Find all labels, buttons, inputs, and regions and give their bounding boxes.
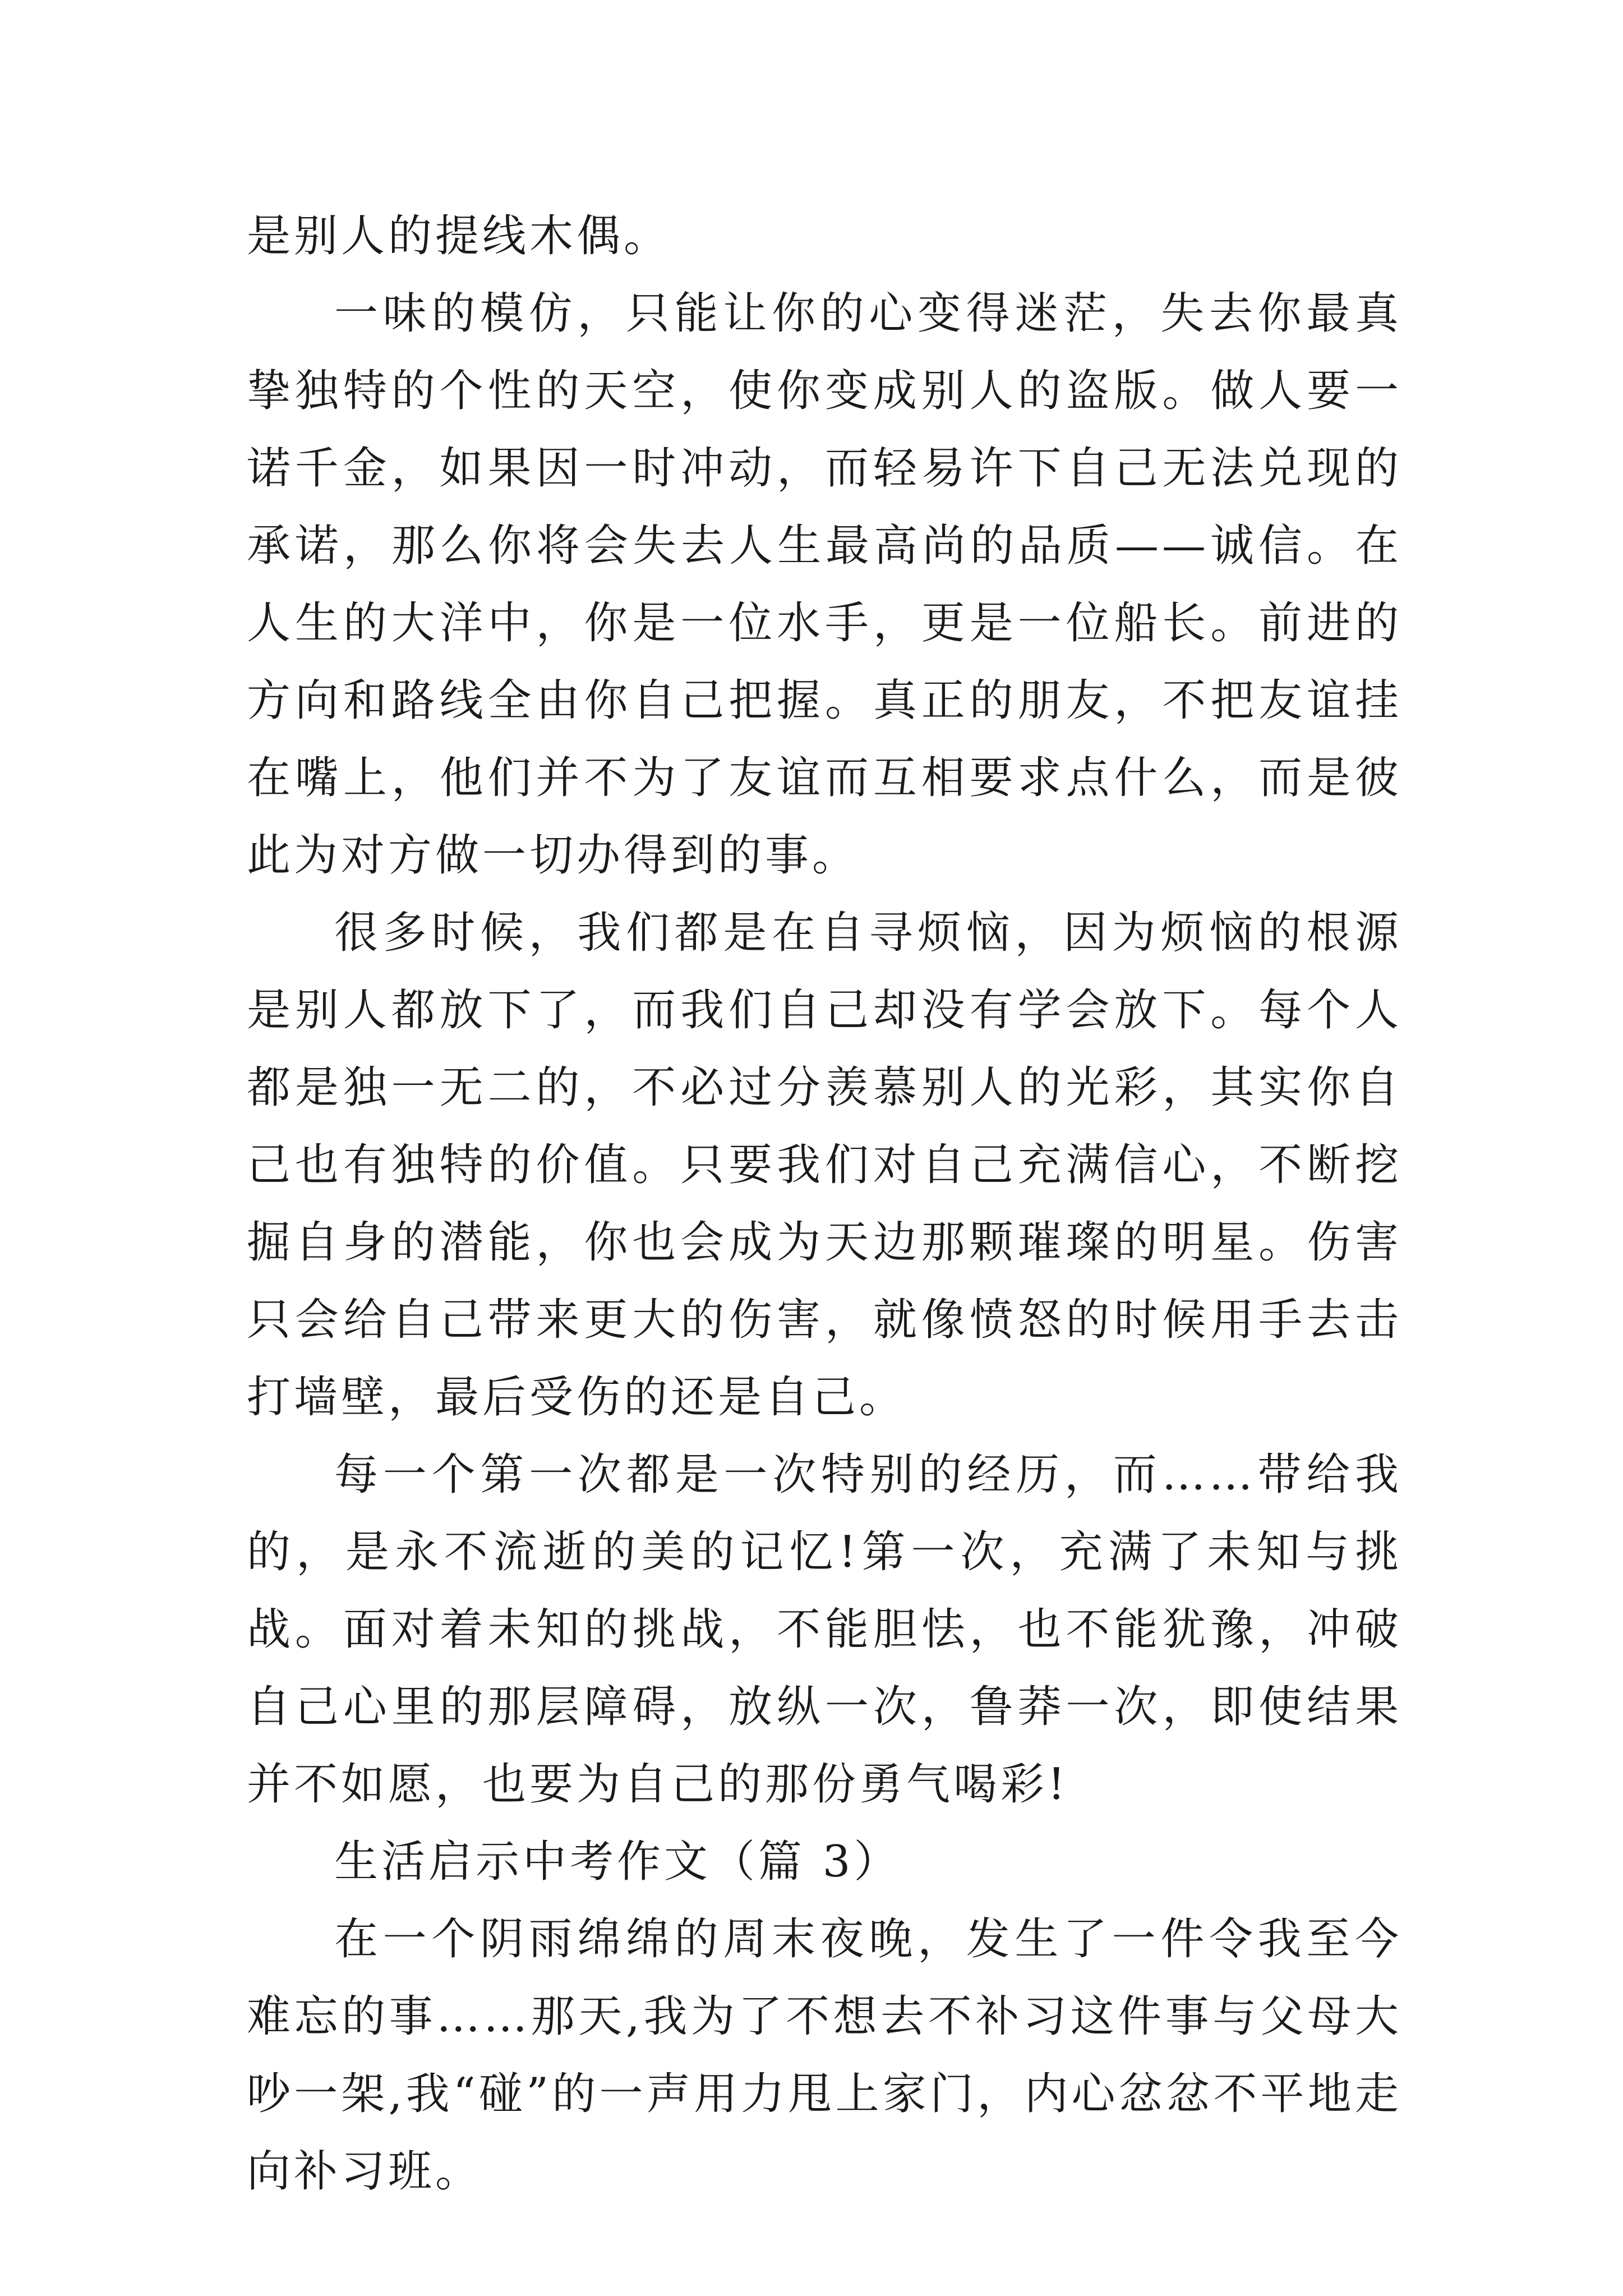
paragraph-imitation: 一味的模仿，只能让你的心变得迷茫，失去你最真挚独特的个性的天空，使你变成别人的盗版。做人要一诺千金，如果因一时冲动，而轻易许下自己无法兑现的承诺，那么你将会失去人生最高尚的品质——诚信。在人生的大洋中，你是一位水手，更是一位船长。前进的方向和路线全由你自己把握。真正的朋友，不把友谊挂在嘴上，他们并不为了友谊而互相要求点什么，而是彼此为对方做一切办得到的事。 — [247, 288, 1402, 881]
paragraph-continued: 是别人的提线木偶。 — [247, 211, 671, 261]
paragraph-rainy-night: 在一个阴雨绵绵的周末夜晚，发生了一件令我至今难忘的事……那天,我为了不想去不补习这件事与父母大吵一架,我“碰”的一声用力甩上家门，内心忿忿不平地走向补习班。 — [247, 1914, 1402, 2197]
section-heading: 生活启示中考作文（篇 3） — [334, 1837, 901, 1887]
paragraph-let-go: 很多时候，我们都是在自寻烦恼，因为烦恼的根源是别人都放下了，而我们自己却没有学会放下。每个人都是独一无二的，不必过分羡慕别人的光彩，其实你自己也有独特的价值。只要我们对自己充满信心，不断挖掘自身的潜能，你也会成为天边那颗璀璨的明星。伤害只会给自己带来更大的伤害，就像愤怒的时候用手去击打墙壁，最后受伤的还是自己。 — [247, 908, 1402, 1423]
article-body — [247, 197, 1402, 2210]
paragraph-first-time: 每一个第一次都是一次特别的经历，而……带给我的，是永不流逝的美的记忆!第一次，充满了未知与挑战。面对着未知的挑战，不能胆怯，也不能犹豫，冲破自己心里的那层障碍，放纵一次，鲁莽一次，即使结果并不如愿，也要为自己的那份勇气喝彩! — [247, 1450, 1402, 1810]
